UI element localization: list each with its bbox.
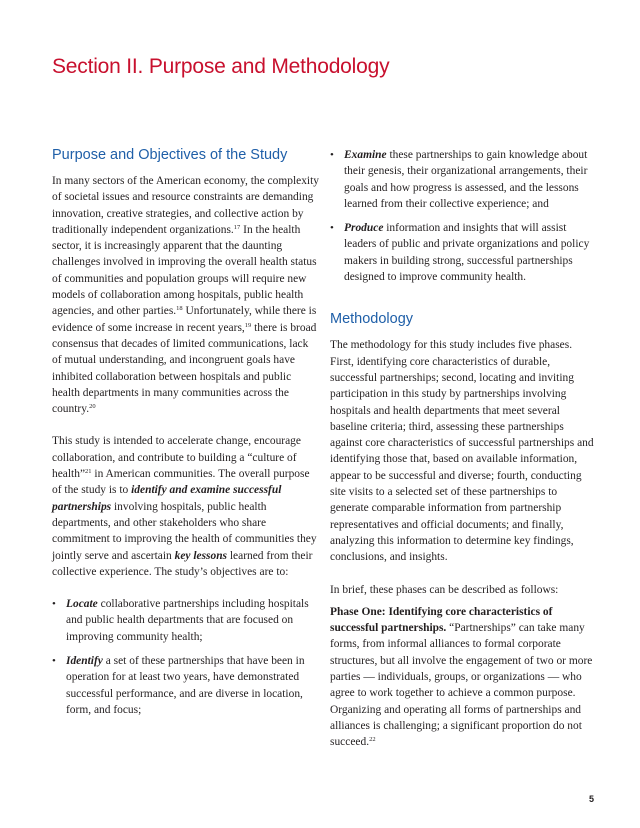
left-column [52, 147, 320, 726]
footnote-ref: 18 [176, 305, 183, 313]
purpose-heading: Purpose and Objectives of the Study [52, 147, 288, 163]
phase-one-heading: Phase One: Identifying core characteristics of successful partnerships. [330, 605, 553, 635]
footnote-ref: 17 [233, 223, 241, 231]
purpose-paragraph: This study is intended to accelerate change, encourage collaboration, and contribute to building a “culture of health”$^{21}$ in American communities. The overall purpose of the study is to identify and examine successful partnerships involving hospitals, public health departments, and other stakeholders who share commitment to improving the health of communities they jointly serve and ascertain key lessons learned from their collective experience. The study’s objectives are to: [52, 435, 317, 578]
footnote-ref: 20 [89, 403, 96, 411]
phases-intro: In brief, these phases can be described as follows: [330, 583, 559, 596]
list-item: • Identify a set of these partnerships that have been in operation for at least two years, have demonstrated successful performance, and are diverse in location, form, and focus; [52, 653, 320, 718]
objectives-list-continued [330, 147, 598, 285]
footnote-ref: 19 [244, 321, 252, 329]
right-column [330, 147, 598, 767]
methodology-heading: Methodology [330, 311, 414, 328]
objectives-list [52, 596, 320, 718]
page-number: 5 [589, 794, 595, 804]
section-title: Section II. Purpose and Methodology [52, 55, 390, 78]
footnote-ref: 22 [369, 736, 376, 744]
list-item: • Examine these partnerships to gain knowledge about their genesis, their organizational arrangements, their goals and how progress is assessed, and the lessons learned from their collective experience; and [330, 147, 598, 212]
phase-one-paragraph: Phase One: Identifying core characteristics of successful partnerships. “Partnerships” can take many forms, from informal alliances to formal corporate structures, but all involve the engagement of two or more parties — individuals, groups, or organizations — who agree to work together to achieve a common purpose. Organizing and operating all forms of partnerships and alliances is challenging; a significant proportion do not succeed.$^{22}$ [330, 605, 593, 749]
list-item: • Produce information and insights that will assist leaders of public and private organizations and policy makers in building strong, successful partnerships designed to improve community health. [330, 220, 598, 285]
footnote-ref: 21 [85, 468, 92, 476]
emphasis: identify and examine successful partnerships [52, 484, 282, 513]
methodology-paragraph: The methodology for this study includes five phases. First, identifying core characteristics of durable, successful partnerships; second, locating and inviting participation in this study by partnerships involving hospitals and health departments that meet several baseline criteria; third, assessing these partnerships against core characteristics of successful partnerships and identifying those that, based on available information, appear to be successful and diverse; fourth, conducting site visits to a selected set of these partnerships to generate comparable information from partnership representatives and official documents; and finally, analyzing this information to determine key findings, conclusions, and insights. [330, 339, 594, 564]
emphasis: key lessons [174, 549, 228, 562]
list-item: • Locate collaborative partnerships including hospitals and public health departments that are focused on improving community health; [52, 596, 320, 645]
intro-paragraph: In many sectors of the American economy, the complexity of societal issues and resource constraints are demanding innovation, creative strategies, and collective action by traditionally independent organizations.$^{17}$ In the health sector, it is increasingly apparent that the daunting challenges involved in improving the overall health status of communities and population groups will require new models of collaboration among hospitals, public health agencies, and other parties.$^{18}$ Unfortunately, while there is evidence of some increase in recent years,$^{19}$ there is broad consensus that decades of limited communications, lack of mutual understanding, and incongruent goals have inhibited collaboration between hospitals and public health departments in many communities across the country.$^{20}$ [52, 175, 320, 416]
